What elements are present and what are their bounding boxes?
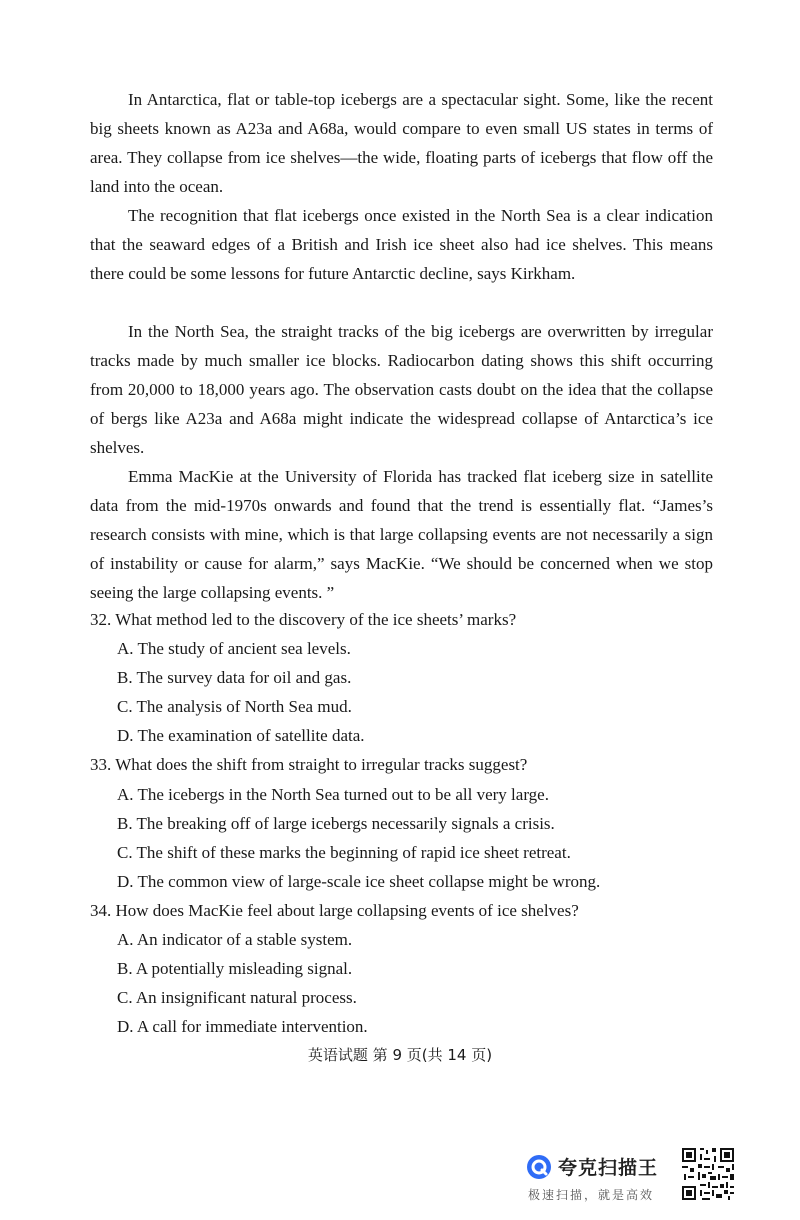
question-34-option-b: B. A potentially misleading signal.: [117, 959, 353, 978]
question-32-stem: 32. What method led to the discovery of the ice sheets’ marks?: [90, 610, 517, 629]
question-34-option-c: C. An insignificant natural process.: [117, 988, 357, 1007]
passage-paragraph-4: Emma MacKie at the University of Florida has tracked flat iceberg size in satellite data from the mid-1970s onwards and found that the trend is essentially flat. “James’s research consists with mine, which is that large collapsing events are not necessarily a sign of instability or cause for alarm,” says MacKie. “We should be concerned when we stop seeing the large collapsing events. ”: [90, 467, 713, 602]
passage-paragraph-2: The recognition that flat icebergs once existed in the North Sea is a clear indication that the seaward edges of a British and Irish ice sheet also had ice shelves. This means there could be some lessons for future Antarctic decline, says Kirkham.: [90, 206, 713, 283]
scanner-slogan: 极速扫描，就是高效: [528, 1188, 655, 1202]
question-33-option-c: C. The shift of these marks the beginning of rapid ice sheet retreat.: [117, 843, 571, 862]
page-footer: 英语试题 第 9 页(共 14 页): [307, 1046, 493, 1064]
question-32-option-c: C. The analysis of North Sea mud.: [117, 697, 352, 716]
question-32-option-a: A. The study of ancient sea levels.: [117, 639, 351, 658]
question-34-option-d: D. A call for immediate intervention.: [117, 1017, 368, 1036]
question-34-stem: 34. How does MacKie feel about large collapsing events of ice shelves?: [90, 901, 579, 920]
passage-paragraph-3: In the North Sea, the straight tracks of the big icebergs are overwritten by irregular tracks made by much smaller ice blocks. Radiocarbon dating shows this shift occurring from 20,000 to 18,000 years ago. The observation casts doubt on the idea that the collapse of bergs like A23a and A68a might indicate the widespread collapse of Antarctica’s ice shelves.: [90, 322, 713, 457]
question-32-option-b: B. The survey data for oil and gas.: [117, 668, 352, 687]
question-32-option-d: D. The examination of satellite data.: [117, 726, 365, 745]
scanner-watermark: [526, 1150, 676, 1206]
question-34-option-a: A. An indicator of a stable system.: [117, 930, 353, 949]
quark-logo-icon: [526, 1154, 552, 1180]
passage-paragraph-1: In Antarctica, flat or table-top icebergs are a spectacular sight. Some, like the recent big sheets known as A23a and A68a, would compare to even small US states in terms of area. They collapse from ice shelves—the wide, floating parts of icebergs that flow off the land into the ocean.: [90, 90, 713, 196]
qr-code-icon: [680, 1146, 736, 1202]
scanner-brand-name: 夸克扫描王: [558, 1157, 659, 1179]
question-33-option-a: A. The icebergs in the North Sea turned out to be all very large.: [117, 785, 549, 804]
question-33-option-d: D. The common view of large-scale ice sheet collapse might be wrong.: [117, 872, 601, 891]
question-33-option-b: B. The breaking off of large icebergs necessarily signals a crisis.: [117, 814, 555, 833]
question-33-stem: 33. What does the shift from straight to irregular tracks suggest?: [90, 755, 528, 774]
